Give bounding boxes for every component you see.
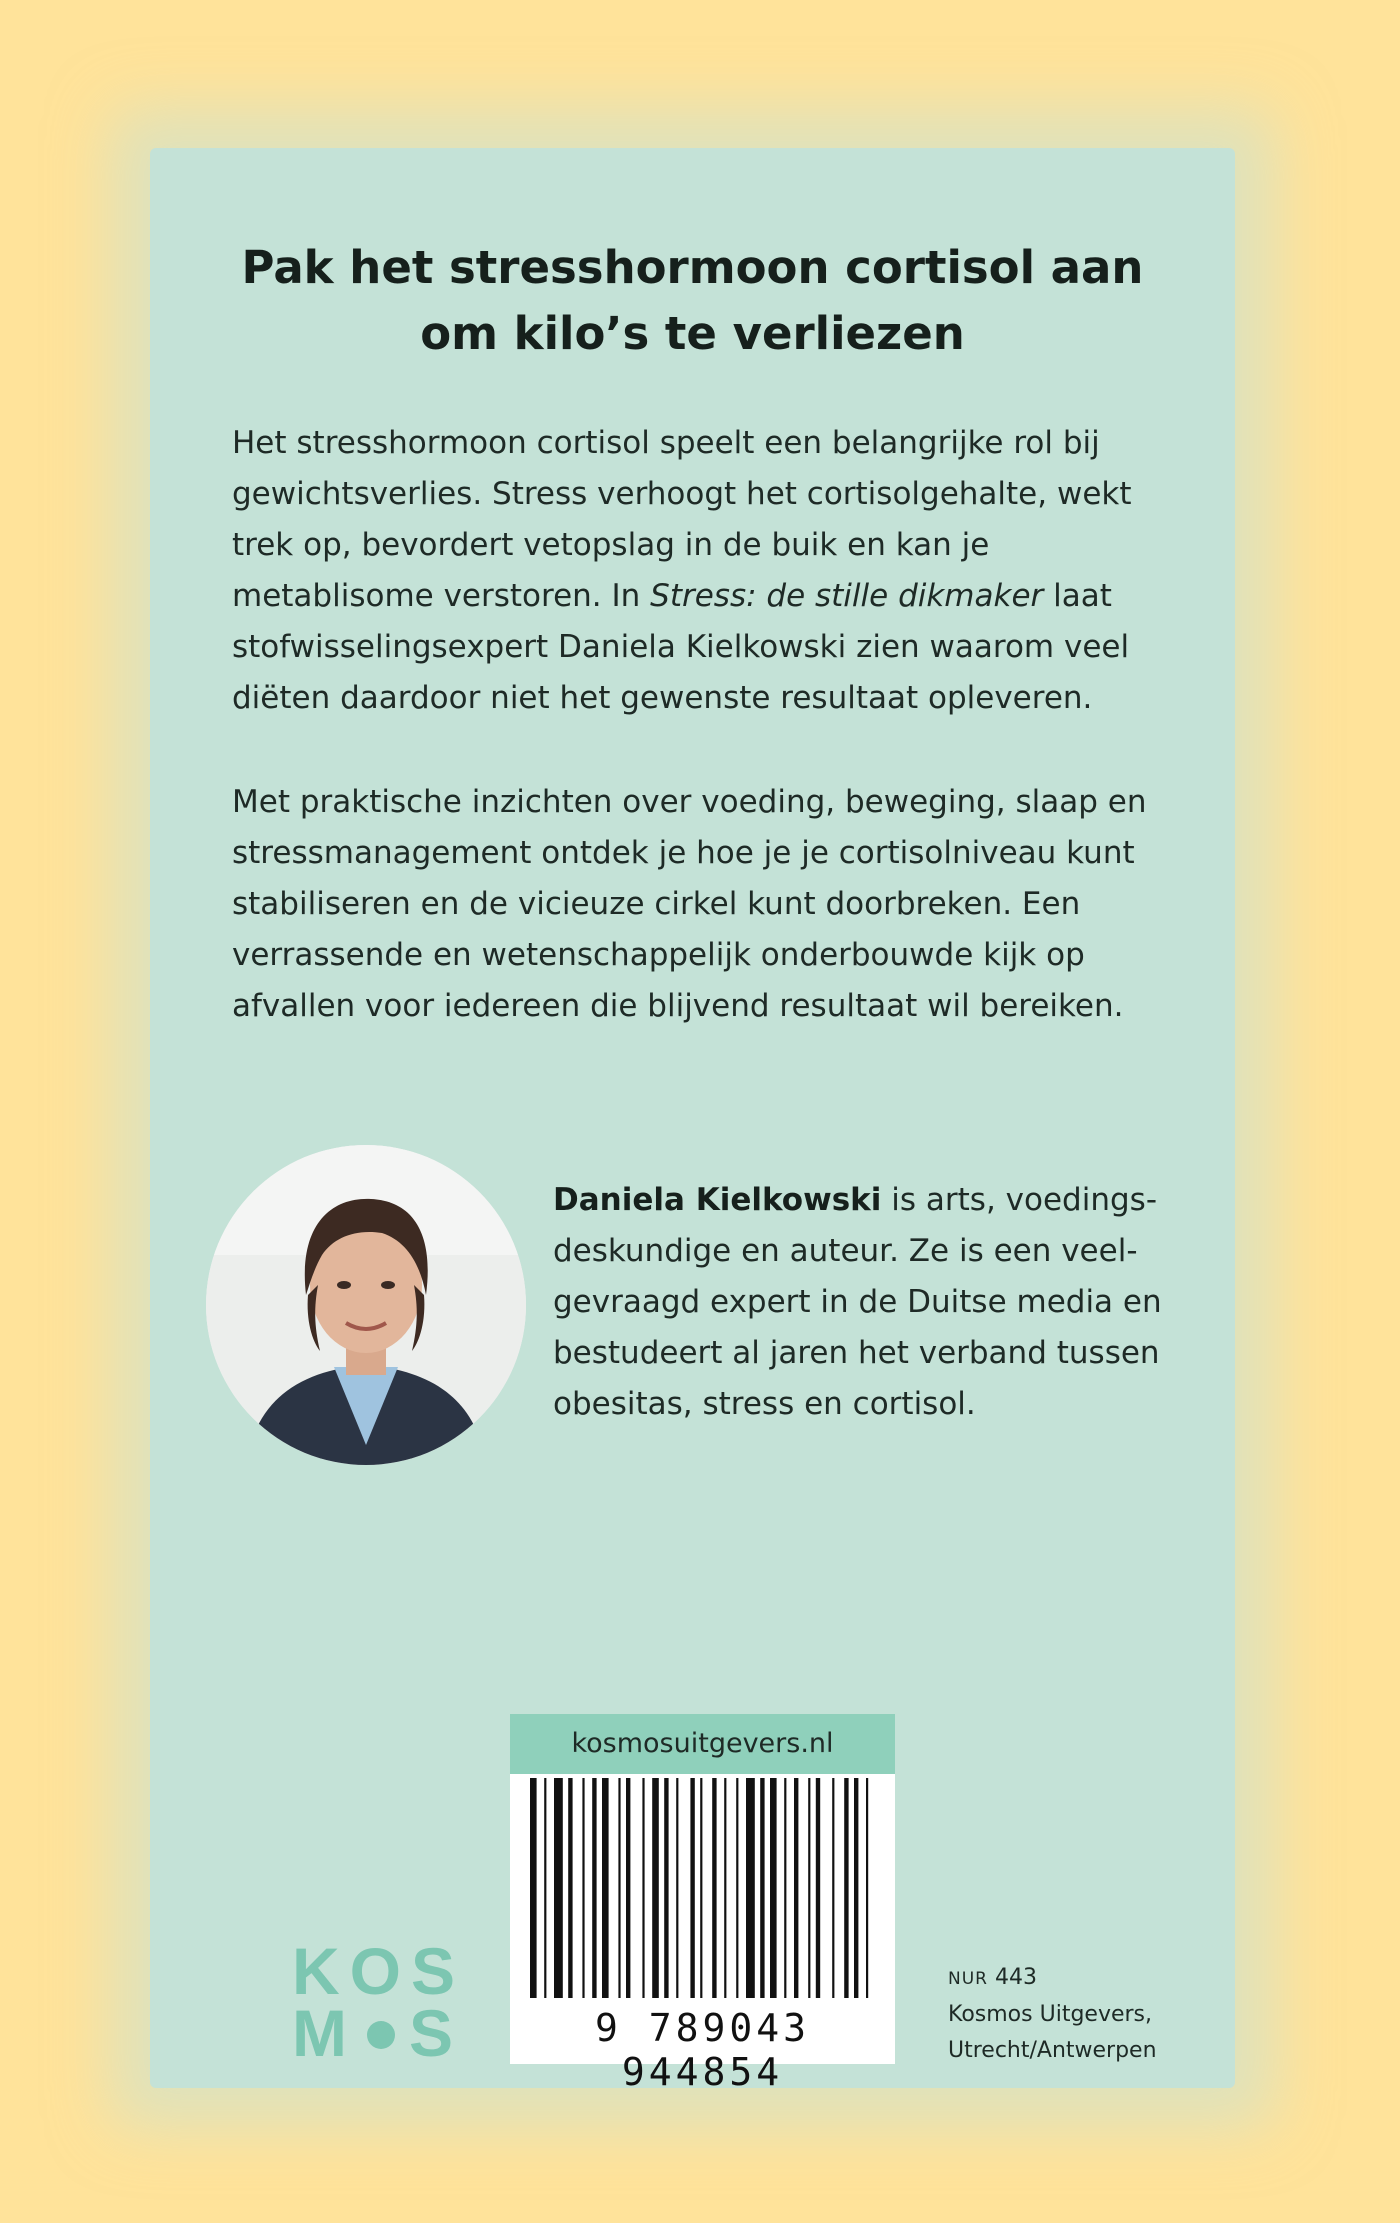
author-name: Daniela Kielkowski (553, 1182, 882, 1218)
author-bio-text: is arts, voedingsdeskundige en auteur. Ze is een veelgevraagd expert in de Duitse media en bestudeert al jaren het verband tussen obesitas, stress en cortisol. (553, 1182, 1162, 1422)
author-bio (553, 1175, 1193, 1430)
publisher-name: Kosmos Uitgevers, (948, 2002, 1152, 2027)
blurb-text-after-title: laat stofwisselingsexpert Daniela Kielkowski zien waarom veel diëten daardoor niet het gewenste resultaat opleveren. (232, 578, 1130, 716)
blurb-text-before-title: Het stresshormoon cortisol speelt een belangrijke rol bij gewichtsverlies. Stress verhoogt het cortisolgehalte, wekt trek op, bevordert vetopslag in de buik en kan je metablisome verstoren. In (232, 425, 1132, 614)
blurb-paragraph-1 (232, 418, 1192, 724)
nur-code: 443 (994, 1965, 1037, 1990)
logo-letter-m: M (292, 1996, 357, 2070)
logo-row-1: KOS (292, 1934, 466, 2008)
headline-line-2: om kilo’s te verliezen (420, 307, 965, 360)
logo-row-2 (292, 1996, 472, 2070)
barcode-block (510, 1714, 895, 2094)
publisher-location: Utrecht/Antwerpen (948, 2038, 1157, 2063)
book-title-italic: Stress: de stille dikmaker (650, 578, 1044, 614)
isbn-number: 9 789043 944854 (594, 2006, 811, 2094)
logo-dot-icon (367, 2021, 395, 2049)
author-photo-illustration (206, 1145, 526, 1465)
imprint-info (948, 1960, 1208, 2069)
logo-letter-s: S (408, 1996, 464, 2070)
author-portrait (206, 1145, 526, 1465)
back-cover-headline (150, 235, 1235, 367)
blurb-paragraph-2: Met praktische inzichten over voeding, beweging, slaap en stressmanagement ontdek je hoe je je cortisolniveau kunt stabiliseren en de vicieuze cirkel kunt doorbreken. Een verrassende en wetenschappelijk onderbouwde kijk op afvallen voor iedereen die blijvend resultaat wil bereiken. (232, 784, 1147, 1024)
nur-label: NUR (948, 1969, 988, 1989)
isbn-barcode (524, 1778, 881, 2004)
headline-line-1: Pak het stresshormoon cortisol aan (241, 241, 1144, 294)
nur-line (948, 1960, 1208, 1997)
publisher-website: kosmosuitgevers.nl (510, 1714, 895, 1774)
kosmos-logo (292, 1934, 472, 2070)
